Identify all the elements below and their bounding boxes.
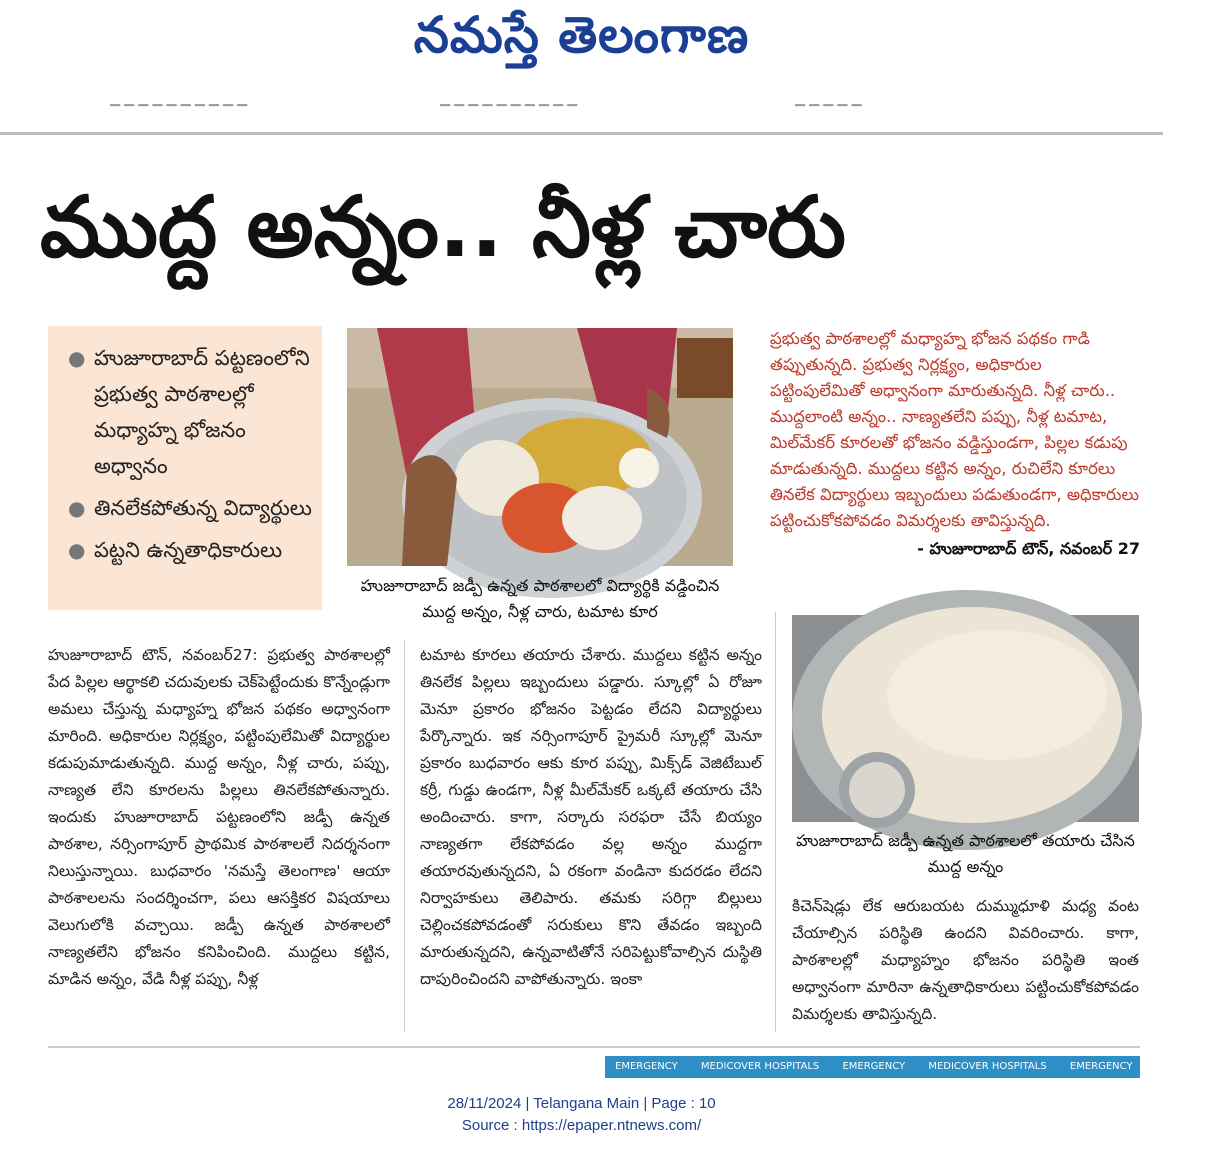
masthead-rule	[0, 132, 1163, 135]
masthead	[0, 0, 1163, 80]
newspaper-logo: నమస్తే తెలంగాణ	[413, 6, 750, 64]
edition-info: 28/11/2024 | Telangana Main | Page : 10	[447, 1095, 716, 1112]
ticker-fragment: ▁ ▁ ▁ ▁ ▁	[795, 92, 862, 107]
bottom-rule	[48, 1046, 1140, 1048]
article-column-3: కిచెన్‌షెడ్లు లేక ఆరుబయట దుమ్ముధూళి మధ్య వంట చేయాల్సిన పరిస్థితి ఉందని వివరించారు. కాగా, పాఠశాలల్లో మధ్యాహ్నం భోజనం పరిస్థితి ఇంత అధ్వానంగా మారినా ఉన్నతాధికారులు పట్టించుకోకపోవడం విమర్శలకు తావిస్తున్నది.	[792, 897, 1139, 1023]
highlight-item: ● హుజూరాబాద్ పట్టణంలోని ప్రభుత్వ పాఠశాలల్లో మధ్యాహ్న భోజనం అధ్వానం	[68, 340, 322, 484]
ticker-strip	[0, 86, 1163, 116]
highlight-item: ● తినలేకపోతున్న విద్యార్థులు	[68, 490, 322, 526]
column-divider	[775, 612, 776, 1032]
intro-lede	[770, 326, 1140, 562]
source-link[interactable]: Source : https://epaper.ntnews.com/	[461, 1117, 702, 1134]
ticker-fragment: ▁ ▁ ▁ ▁ ▁ ▁ ▁ ▁ ▁ ▁	[110, 92, 248, 107]
highlight-item: ● పట్టని ఉన్నతాధికారులు	[68, 532, 322, 568]
article-column-1: హుజూరాబాద్ టౌన్, నవంబర్27: ప్రభుత్వ పాఠశాలల్లో పేద పిల్లల ఆర్థాకలి చదువులకు చెక్‌పెట్టేందుకు కొన్నేండ్లుగా అమలు చేస్తున్న మధ్యాహ్న భోజన పథకం అధ్వానంగా మారింది. అధికారుల నిర్లక్ష్యం, పట్టింపులేమితో విద్యార్థుల కడుపుమాడుతున్నది. ముద్ద అన్నం, నీళ్ల చారు, పప్పు, నాణ్యత లేని కూరలను పిల్లలు తినలేకపోతున్నారు. ఇందుకు హుజూరాబాద్ పట్టణంలోని జడ్పీ ఉన్నత పాఠశాల, నర్సింగాపూర్ ప్రాథమిక పాఠశాలలే నిదర్శనంగా నిలుస్తున్నాయి. బుధవారం 'నమస్తే తెలంగాణ' ఆయా పాఠశాలలను సందర్శించగా, పలు ఆసక్తికర విషయాలు వెలుగులోకి వచ్చాయి. జడ్పీ ఉన్నత పాఠశాలలో నాణ్యతలేని భోజనం కనిపించింది. ముద్దలు కట్టిన, మాడిన అన్నం, వేడి నీళ్ల పప్పు, నీళ్ల	[48, 646, 390, 988]
page-footer	[0, 1093, 1163, 1137]
ad-banner: EMERGENCY MEDICOVER HOSPITALS EMERGENCY MEDICOVER HOSPITALS EMERGENCY MEDICOVER	[605, 1056, 1140, 1078]
dateline: - హుజూరాబాద్ టౌన్, నవంబర్ 27	[917, 539, 1140, 558]
photo-caption: హుజూరాబాద్ జడ్పీ ఉన్నత పాఠశాలలో తయారు చేసిన ముద్ద అన్నం	[796, 831, 1135, 876]
photo-rice-vessel	[792, 615, 1139, 822]
photo-caption: హుజూరాబాద్ జడ్పీ ఉన్నత పాఠశాలలో విద్యార్థికి వడ్డించిన ముద్ద అన్నం, నీళ్ల చారు, టమాట కూర	[360, 576, 720, 621]
bullet-icon: ●	[68, 496, 86, 520]
headline: ముద్ద అన్నం.. నీళ్ల చారు	[40, 178, 846, 276]
column-divider	[404, 640, 405, 1032]
ticker-fragment: ▁ ▁ ▁ ▁ ▁ ▁ ▁ ▁ ▁ ▁	[440, 92, 578, 107]
bullet-icon: ●	[68, 346, 86, 370]
highlights-box	[48, 326, 322, 610]
bullet-icon: ●	[68, 538, 86, 562]
article-column-2: టమాట కూరలు తయారు చేశారు. ముద్దలు కట్టిన అన్నం తినలేక పిల్లలు ఇబ్బందులు పడ్డారు. స్కూల్లో ఏ రోజూ మెనూ ప్రకారం భోజనం పెట్టడం లేదని విద్యార్థులు పేర్కొన్నారు. ఇక నర్సింగాపూర్ ప్రైమరీ స్కూల్లో మెనూ ప్రకారం బుధవారం ఆకు కూర పప్పు, మిక్స్‌డ్ వెజిటేబుల్ కర్రీ, గుడ్డు ఉండగా, నీళ్ల మీల్‌మేకర్ ఒక్కటే తయారు చేసి అందించారు. కాగా, సర్కారు సరఫరా చేసే బియ్యం నాణ్యతగా లేకపోవడం వల్ల అన్నం ముద్దగా తయారవుతున్నదని, ఏ రకంగా వండినా కుదరడం లేదని నిర్వాహకులు తెలిపారు. తమకు సరిగ్గా బిల్లులు చెల్లించకపోవడంతో సరుకులు కొని తేవడం ఇబ్బంది మారుతున్నదని, ఉన్నవాటితోనే సరిపెట్టుకోవాల్సిన దుస్థితి దాపురించిందని వాపోతున్నారు. ఇంకా	[420, 646, 762, 988]
photo-plate-of-food	[347, 328, 733, 566]
intro-text: ప్రభుత్వ పాఠశాలల్లో మధ్యాహ్న భోజన పథకం గాడి తప్పుతున్నది. ప్రభుత్వ నిర్లక్ష్యం, అధికారుల పట్టింపులేమితో అధ్వానంగా మారుతున్నది. నీళ్ల చారు.. ముద్దలాంటి అన్నం.. నాణ్యతలేని పప్పు, నీళ్ల టమాట, మిల్‌మేకర్ కూరలతో భోజనం వడ్డిస్తుండగా, పిల్లల కడుపు మాడుతున్నది. ముద్దలు కట్టిన అన్నం, రుచిలేని కూరలు తినలేక విద్యార్థులు ఇబ్బందులు పడుతుండగా, అధికారులు పట్టించుకోకపోవడం విమర్శలకు తావిస్తున్నది.	[770, 329, 1139, 530]
